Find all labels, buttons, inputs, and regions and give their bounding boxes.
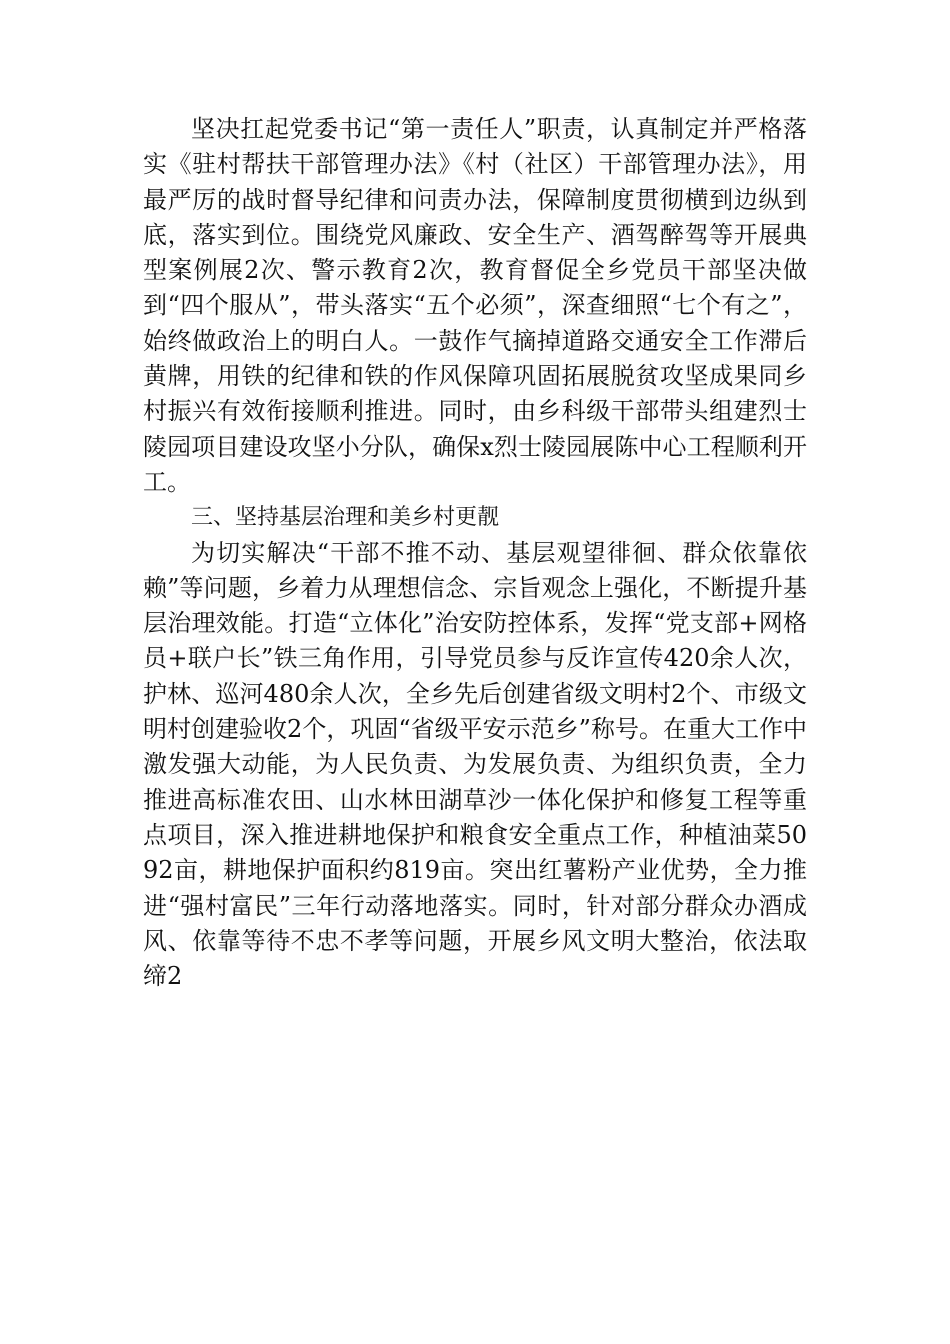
document-page [143, 112, 807, 994]
body-paragraph-1: 坚决扛起党委书记“第一责任人”职责，认真制定并严格落实《驻村帮扶干部管理办法》《村（社区）干部管理办法》，用最严厉的战时督导纪律和问责办法，保障制度贯彻横到边纵到底，落实到位。围绕党风廉政、安全生产、酒驾醉驾等开展典型案例展2次、警示教育2次，教育督促全乡党员干部坚决做到“四个服从”，带头落实“五个必须”，深查细照“七个有之”，始终做政治上的明白人。一鼓作气摘掉道路交通安全工作滞后黄牌，用铁的纪律和铁的作风保障巩固拓展脱贫攻坚成果同乡村振兴有效衔接顺利推进。同时，由乡科级干部带头组建烈士陵园项目建设攻坚小分队，确保x烈士陵园展陈中心工程顺利开工。 [143, 115, 807, 496]
section-heading-3: 三、坚持基层治理和美乡村更靓 [191, 505, 500, 531]
body-paragraph-2: 为切实解决“干部不推不动、基层观望徘徊、群众依靠依赖”等问题，乡着力从理想信念、宗旨观念上强化，不断提升基层治理效能。打造“立体化”治安防控体系，发挥“党支部+网格员+联户长”铁三角作用，引导党员参与反诈宣传420余人次，护林、巡河480余人次，全乡先后创建省级文明村2个、市级文明村创建验收2个，巩固“省级平安示范乡”称号。在重大工作中激发强大动能，为人民负责、为发展负责、为组织负责，全力推进高标准农田、山水林田湖草沙一体化保护和修复工程等重点项目，深入推进耕地保护和粮食安全重点工作，种植油菜5092亩，耕地保护面积约819亩。突出红薯粉产业优势，全力推进“强村富民”三年行动落地落实。同时，针对部分群众办酒成风、依靠等待不忠不孝等问题，开展乡风文明大整治，依法取缔2 [143, 538, 807, 991]
